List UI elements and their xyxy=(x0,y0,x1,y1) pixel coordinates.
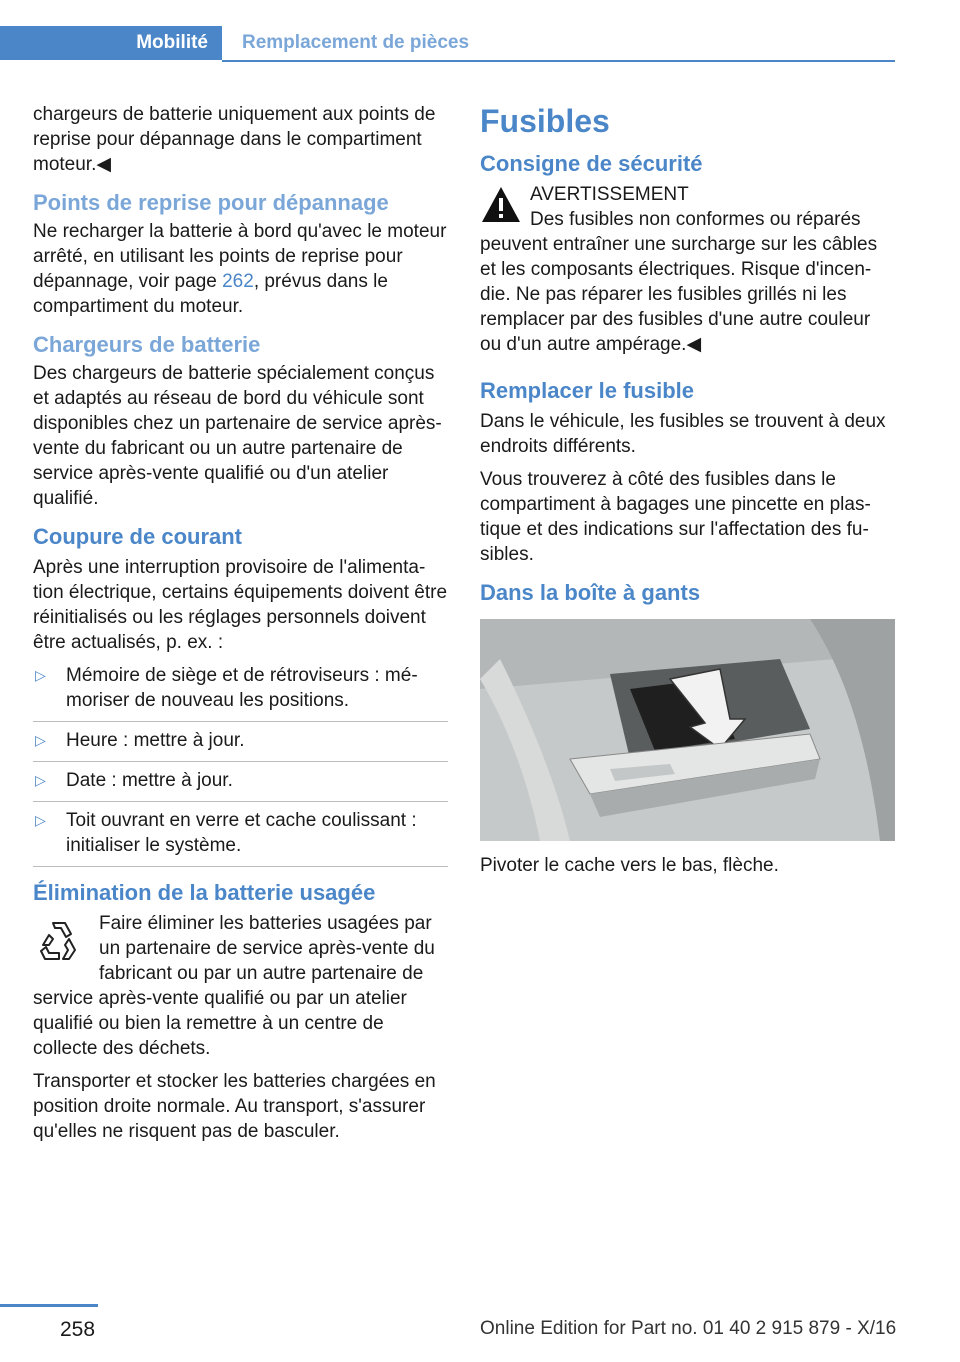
intro-paragraph: chargeurs de batterie uniquement aux points de reprise pour dépannage dans le compartiment moteur.◀ xyxy=(33,104,436,175)
chargers-paragraph: Des chargeurs de batterie spécialement conçus et adaptés au réseau de bord du véhicule sont disponibles chez un partenaire de service après-vente du fabricant ou un autre partenaire de service après-vente qualifié ou d'un atelier qualifié. xyxy=(33,363,442,509)
disposal-heading: Élimination de la batterie usagée xyxy=(33,880,376,905)
replace-paragraph-2: Vous trouverez à côté des fusibles dans le compartiment à bagages une pincette en plastique et des indications sur l'affectation des fusibles. xyxy=(480,469,871,565)
warning-icon xyxy=(480,184,522,226)
list-item: ▷ Heure : mettre à jour. xyxy=(33,728,448,762)
edition-note: Online Edition for Part no. 01 40 2 915 879 - X/16 xyxy=(480,1318,897,1339)
safety-heading: Consigne de sécurité xyxy=(480,151,703,176)
disposal-paragraph: Faire éliminer les batteries usagées par un partenaire de service après-vente du fabricant ou par un autre partenaire de service après-vente qualifié ou par un atelier qualifié ou bien la remettre à un centre de collecte des déchets. xyxy=(33,913,435,1059)
recycle-icon xyxy=(33,915,85,967)
right-column xyxy=(480,102,895,886)
page-link[interactable]: 262 xyxy=(222,271,254,292)
page-number: 258 xyxy=(60,1318,96,1341)
power-cut-paragraph: Après une interruption provisoire de l'alimentation électrique, certains équipements doivent être réinitialisés ou les réglages personnels doivent être actualisés, p. ex. : xyxy=(33,557,448,653)
points-heading: Points de reprise pour dépannage xyxy=(33,190,389,215)
triangle-bullet-icon: ▷ xyxy=(35,732,46,748)
photo-caption: Pivoter le cache vers le bas, flèche. xyxy=(480,855,779,876)
section-tab[interactable]: Remplacement de pièces xyxy=(242,32,470,53)
list-item: ▷ Toit ouvrant en verre et cache coulissant : initialiser le système. xyxy=(33,808,448,867)
list-item: ▷ Date : mettre à jour. xyxy=(33,768,448,802)
reset-list xyxy=(33,663,448,867)
warning-paragraph: Des fusibles non conformes ou réparés peuvent entraîner une surcharge sur les câbles et les composants électriques. Risque d'incendie. Ne pas réparer les fusibles grillés ni les remplacer par des fusibles d'une autre couleur ou d'un autre ampérage.◀ xyxy=(480,209,878,355)
footer-rule xyxy=(0,1304,98,1307)
left-column xyxy=(33,102,448,1152)
power-cut-heading: Coupure de courant xyxy=(33,524,243,549)
replace-heading: Remplacer le fusible xyxy=(480,378,694,403)
triangle-bullet-icon: ▷ xyxy=(35,667,46,683)
chargers-heading: Chargeurs de batterie xyxy=(33,332,261,357)
glovebox-photo xyxy=(480,619,895,841)
page-header xyxy=(0,26,895,62)
transport-paragraph: Transporter et stocker les batteries chargées en position droite normale. Au transport, s'assurer qu'elles ne risquent pas de basculer. xyxy=(33,1071,436,1142)
list-item: ▷ Mémoire de siège et de rétroviseurs : mémoriser de nouveau les positions. xyxy=(33,663,448,722)
page-title: Fusibles xyxy=(480,103,610,139)
glovebox-heading: Dans la boîte à gants xyxy=(480,580,701,605)
chapter-tab[interactable]: Mobilité xyxy=(0,26,222,60)
warning-block xyxy=(480,182,895,365)
disposal-block xyxy=(33,911,448,1069)
header-rule xyxy=(222,60,895,62)
points-paragraph: Ne recharger la batterie à bord qu'avec le moteur arrêté, en utilisant les points de reprise pour dépannage, voir page 262, prévus dans le compartiment du moteur. xyxy=(33,221,447,317)
triangle-bullet-icon: ▷ xyxy=(35,812,46,828)
warning-label: AVERTISSEMENT xyxy=(530,184,689,205)
replace-paragraph-1: Dans le véhicule, les fusibles se trouvent à deux endroits différents. xyxy=(480,411,886,457)
triangle-bullet-icon: ▷ xyxy=(35,772,46,788)
